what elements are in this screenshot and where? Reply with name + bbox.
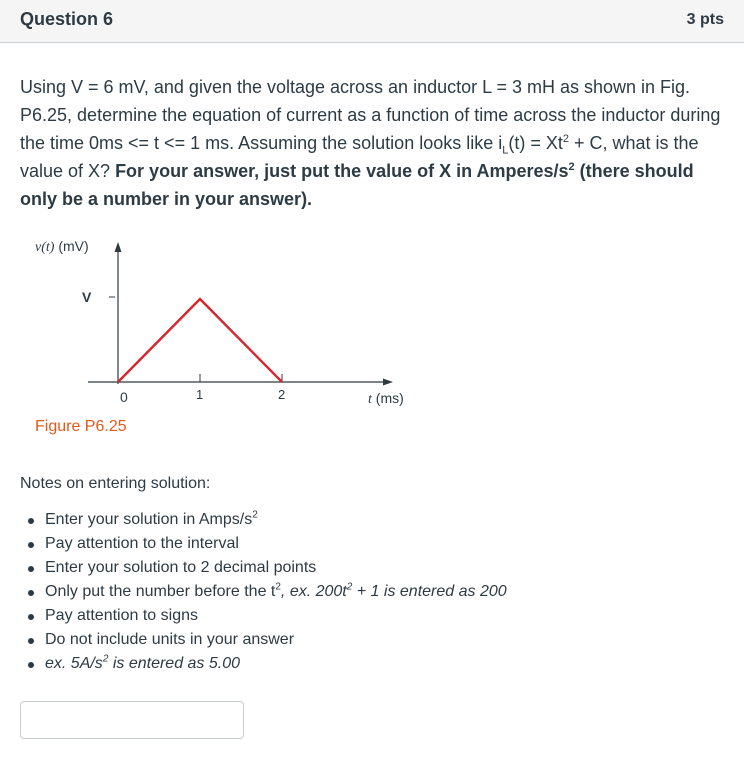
note-text: Only put the number before the t (45, 583, 276, 600)
question-points: 3 pts (686, 11, 724, 28)
superscript-2: 2 (568, 161, 575, 173)
notes-list (20, 508, 507, 676)
note-text: ex. 5A/s (45, 655, 103, 672)
x-tick-label-2: 2 (278, 387, 286, 402)
y-axis-label (35, 238, 89, 255)
superscript-2: 2 (275, 581, 281, 593)
x-axis-arrow (383, 379, 393, 386)
list-item (20, 628, 507, 652)
question-bold-part: (there should only be a number in your answer). (20, 161, 694, 209)
x-axis-var: t (368, 392, 372, 407)
x-axis-label (368, 390, 404, 407)
voltage-waveform (118, 299, 282, 382)
question-text (20, 73, 726, 213)
notes-title: Notes on entering solution: (20, 475, 211, 492)
figure-caption: Figure P6.25 (35, 418, 127, 435)
figure-p6-25 (0, 225, 460, 440)
note-text: Pay attention to signs (45, 607, 198, 624)
y-axis-var: v(t) (35, 240, 55, 255)
note-text: Do not include units in your answer (45, 631, 295, 648)
question-bold-instruction (20, 161, 694, 209)
x-tick-label-1: 1 (196, 387, 204, 402)
v-level-label: V (82, 289, 92, 305)
note-text: Enter your solution in Amps/s (45, 511, 253, 528)
list-item (20, 532, 507, 556)
question-text-part: (t) = Xt (508, 133, 563, 153)
note-text: + 1 is entered as 200 (352, 583, 507, 600)
question-bold-part: For your answer, just put the value of X in Amperes/s (115, 161, 569, 181)
list-item (20, 604, 507, 628)
superscript-2: 2 (102, 653, 109, 665)
superscript-2: 2 (252, 509, 258, 521)
question-title: Question 6 (20, 9, 114, 29)
list-item (20, 652, 507, 676)
origin-label: 0 (120, 389, 128, 405)
note-text: Pay attention to the interval (45, 535, 239, 552)
subscript-l: L (502, 144, 509, 157)
superscript-2: 2 (562, 133, 569, 145)
question-text-part: + C, what is the value of X? (20, 133, 699, 181)
y-axis-arrow (115, 242, 122, 252)
question-header (0, 0, 744, 43)
note-text: is entered as 5.00 (108, 655, 241, 672)
x-axis-unit: (ms) (371, 390, 404, 406)
note-text: , ex. 200t (280, 583, 347, 600)
question-text-part: Using V = 6 mV, and given the voltage across an inductor L = 3 mH as shown in Fig. P6.25, determine the equation of current as a function of time across the inductor during the time 0ms <= t <= 1 ms. Assuming the solution looks like i (20, 77, 721, 153)
y-axis-unit: (mV) (54, 238, 89, 254)
answer-input[interactable] (20, 701, 244, 739)
note-text: Enter your solution to 2 decimal points (45, 559, 317, 576)
list-item (20, 556, 507, 580)
list-item (20, 508, 507, 532)
list-item (20, 580, 507, 604)
superscript-2: 2 (346, 581, 353, 593)
